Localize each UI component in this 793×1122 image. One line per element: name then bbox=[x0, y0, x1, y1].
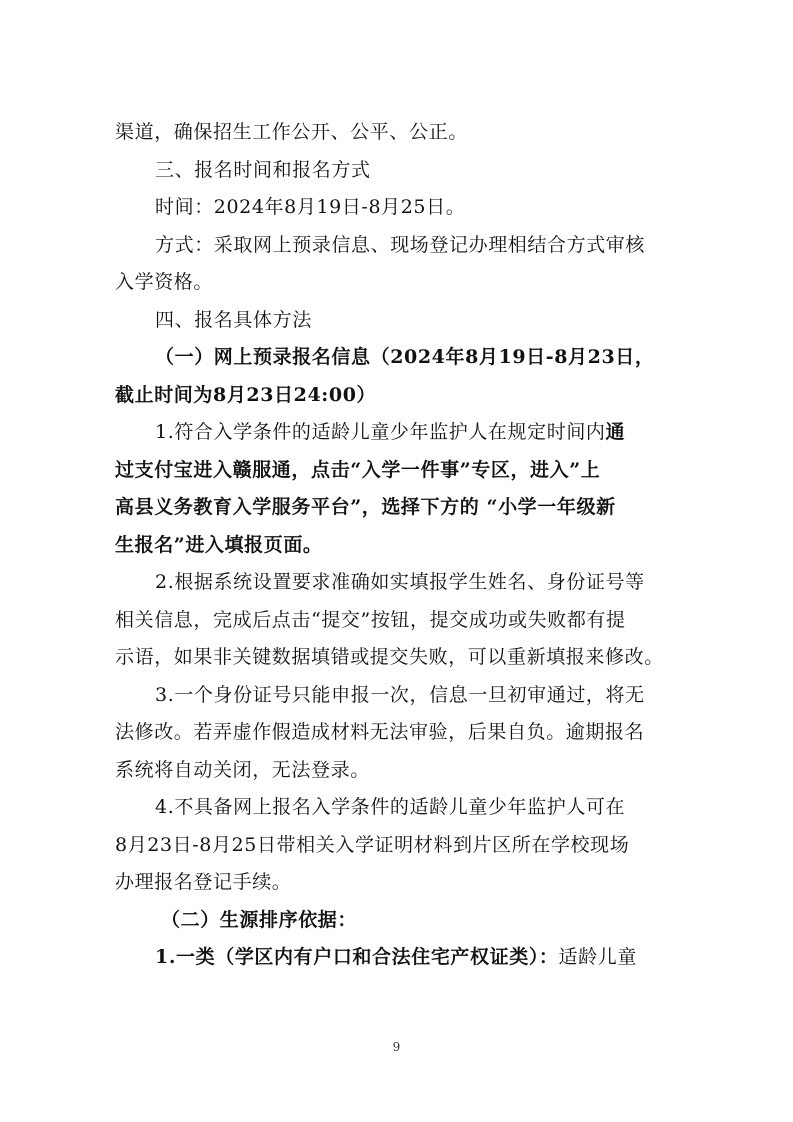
section-heading-4: 四、报名具体方法 bbox=[155, 308, 312, 331]
subsection-heading-1: （一）网上预录报名信息（2024年8月19日-8月23日， bbox=[155, 346, 655, 368]
paragraph-line: 2.根据系统设置要求准确如实填报学生姓名、身份证号等 bbox=[155, 571, 645, 593]
paragraph-line: 高县义务教育入学服务平台”，选择下方的 “小学一年级新 bbox=[115, 496, 616, 518]
paragraph-line bbox=[115, 939, 680, 977]
paragraph-line: 渠道，确保招生工作公开、公平、公正。 bbox=[115, 121, 468, 143]
paragraph-line: 办理报名登记手续。 bbox=[115, 871, 292, 893]
paragraph-line: 相关信息，完成后点击“提交”按钮，提交成功或失败都有提 bbox=[115, 608, 626, 631]
page-number: 9 bbox=[392, 1040, 401, 1054]
paragraph-line bbox=[115, 414, 680, 452]
paragraph-text: 适龄儿童 bbox=[558, 946, 637, 968]
paragraph-line: 生报名”进入填报页面。 bbox=[115, 533, 323, 556]
paragraph-line: 8月23日-8月25日带相关入学证明材料到片区所在学校现场 bbox=[115, 833, 630, 856]
paragraph-line: 示语，如果非关键数据填错或提交失败，可以重新填报来修改。 bbox=[115, 646, 664, 668]
paragraph-line: 4.不具备网上报名入学条件的适龄儿童少年监护人可在 bbox=[155, 796, 626, 818]
section-heading-3: 三、报名时间和报名方式 bbox=[155, 158, 371, 181]
category-label: 1.一类（学区内有户口和合法住宅产权证类）： bbox=[155, 946, 559, 968]
subsection-heading-1-cont: 截止时间为8月23日24:00） bbox=[115, 383, 377, 406]
paragraph-text: 1.符合入学条件的适龄儿童少年监护人在规定时间内 bbox=[155, 421, 606, 443]
paragraph-line: 方式：采取网上预录信息、现场登记办理相结合方式审核 bbox=[155, 233, 646, 256]
paragraph-bold-text: 通 bbox=[605, 421, 626, 443]
paragraph-line: 时间：2024年8月19日-8月25日。 bbox=[155, 196, 466, 218]
paragraph-line: 法修改。若弄虚作假造成材料无法审验，后果自负。逾期报名 bbox=[115, 721, 645, 743]
paragraph-line: 入学资格。 bbox=[115, 271, 214, 293]
paragraph-line: 过支付宝进入赣服通，点击“入学一件事”专区，进入”上 bbox=[115, 458, 601, 481]
paragraph-line: 3.一个身份证号只能申报一次，信息一旦初审通过，将无 bbox=[155, 683, 645, 706]
subsection-heading-2: （二）生源排序依据： bbox=[161, 908, 358, 931]
body-text bbox=[115, 114, 680, 977]
paragraph-line: 系统将自动关闭，无法登录。 bbox=[115, 758, 370, 781]
